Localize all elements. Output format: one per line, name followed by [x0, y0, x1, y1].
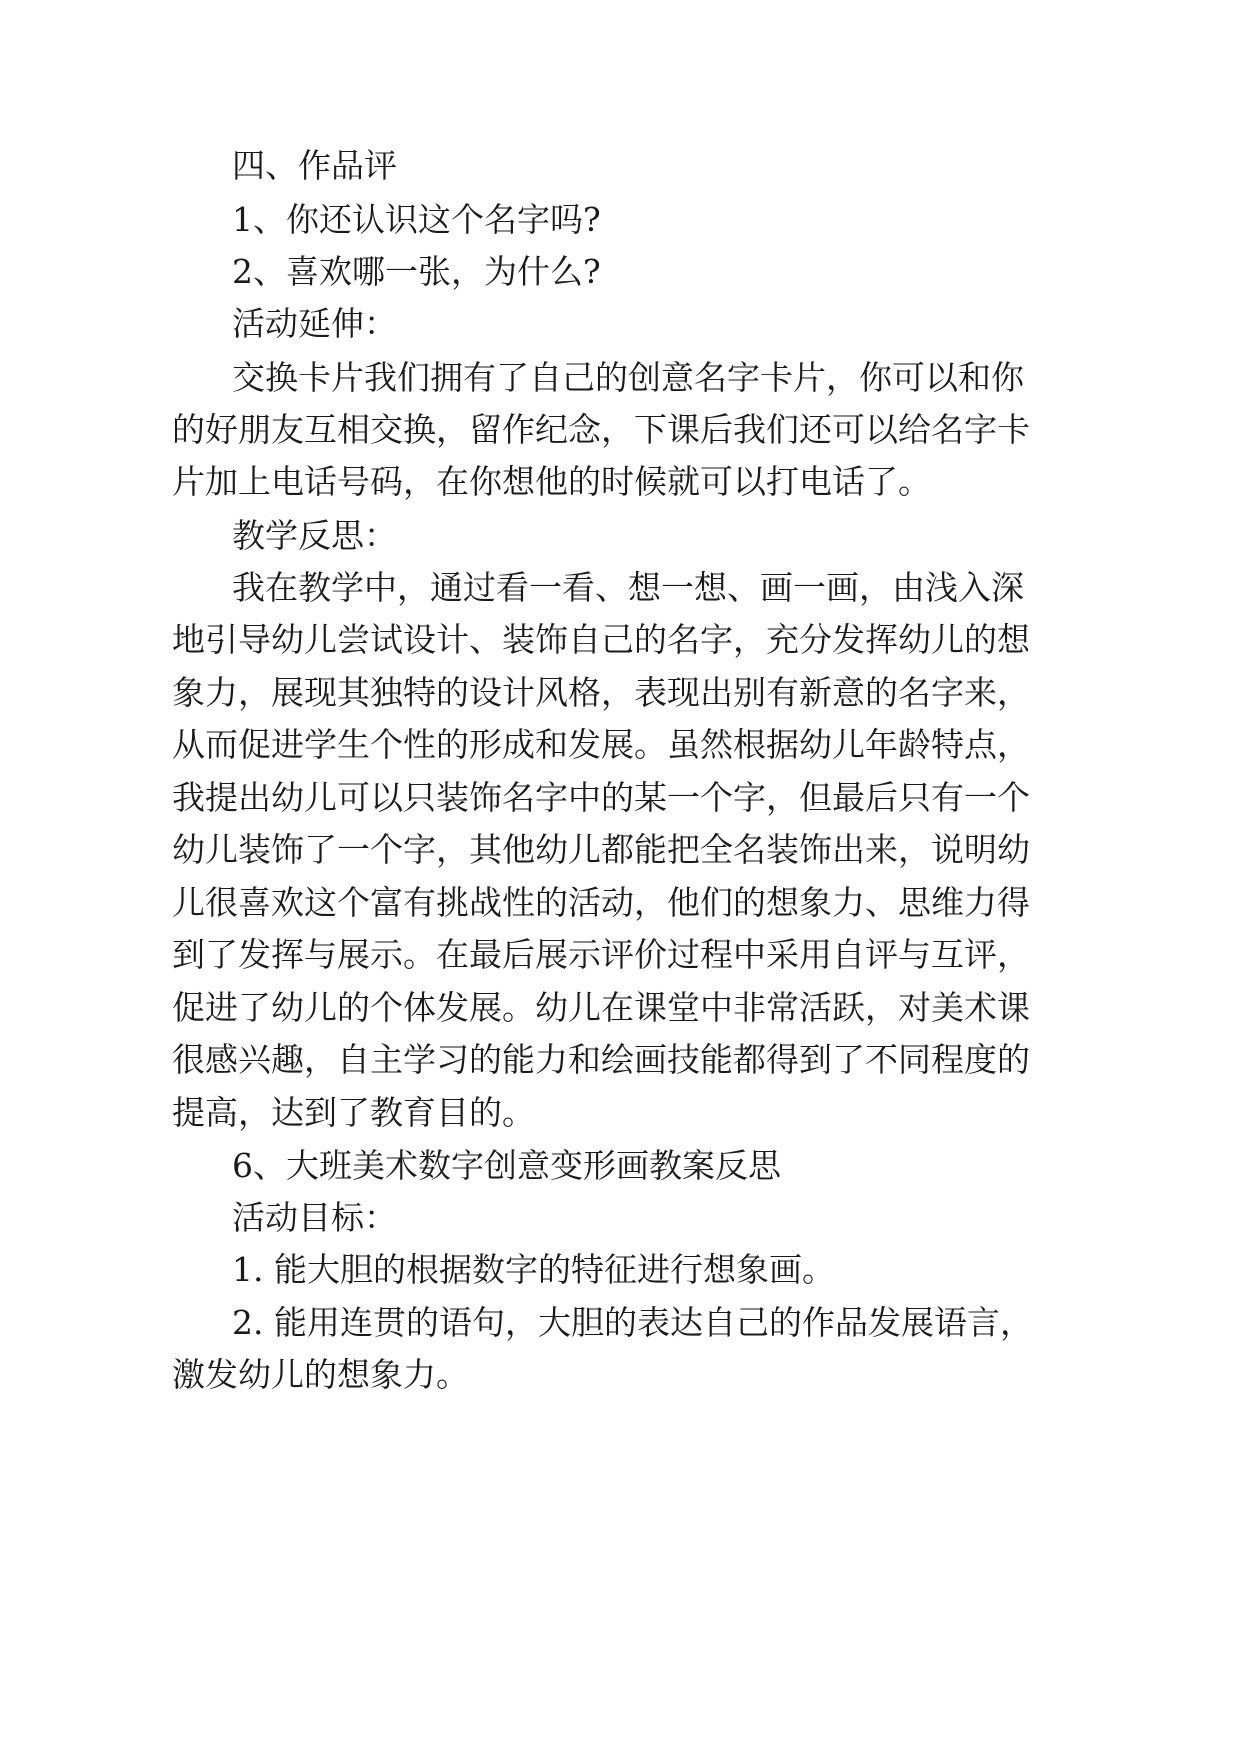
paragraph-line: 促进了幼儿的个体发展。幼儿在课堂中非常活跃，对美术课: [172, 988, 1030, 1027]
paragraph-line: 地引导幼儿尝试设计、装饰自己的名字，充分发挥幼儿的想: [172, 620, 1030, 659]
list-item-question-2: 2、喜欢哪一张，为什么?: [232, 252, 601, 291]
paragraph-line: 激发幼儿的想象力。: [172, 1355, 469, 1394]
list-item-goal-2: 2. 能用连贯的语句，大胆的表达自己的作品发展语言，: [232, 1303, 1033, 1342]
paragraph-line: 交换卡片我们拥有了自己的创意名字卡片，你可以和你: [232, 358, 1024, 397]
section-heading-activity-goals: 活动目标：: [232, 1198, 397, 1237]
section-heading-work-review: 四、作品评: [232, 146, 397, 185]
paragraph-line: 从而促进学生个性的形成和发展。虽然根据幼儿年龄特点，: [172, 725, 1030, 764]
paragraph-line: 的好朋友互相交换，留作纪念，下课后我们还可以给名字卡: [172, 410, 1030, 449]
paragraph-line: 儿很喜欢这个富有挑战性的活动，他们的想象力、思维力得: [172, 883, 1030, 922]
paragraph-line: 象力，展现其独特的设计风格，表现出别有新意的名字来，: [172, 673, 1030, 712]
section-heading-activity-extension: 活动延伸：: [232, 304, 397, 343]
paragraph-line: 幼儿装饰了一个字，其他幼儿都能把全名装饰出来，说明幼: [172, 830, 1030, 869]
list-item-question-1: 1、你还认识这个名字吗?: [232, 200, 601, 239]
section-heading-lesson-title: 6、大班美术数字创意变形画教案反思: [232, 1146, 781, 1185]
paragraph-line: 到了发挥与展示。在最后展示评价过程中采用自评与互评，: [172, 935, 1030, 974]
paragraph-line: 提高，达到了教育目的。: [172, 1093, 535, 1132]
paragraph-line: 片加上电话号码，在你想他的时候就可以打电话了。: [172, 462, 931, 501]
list-item-goal-1: 1. 能大胆的根据数字的特征进行想象画。: [232, 1250, 835, 1289]
paragraph-line: 我在教学中，通过看一看、想一想、画一画，由浅入深: [232, 568, 1024, 607]
paragraph-line: 很感兴趣，自主学习的能力和绘画技能都得到了不同程度的: [172, 1040, 1030, 1079]
section-heading-teaching-reflection: 教学反思：: [232, 516, 397, 555]
paragraph-line: 我提出幼儿可以只装饰名字中的某一个字，但最后只有一个: [172, 778, 1030, 817]
